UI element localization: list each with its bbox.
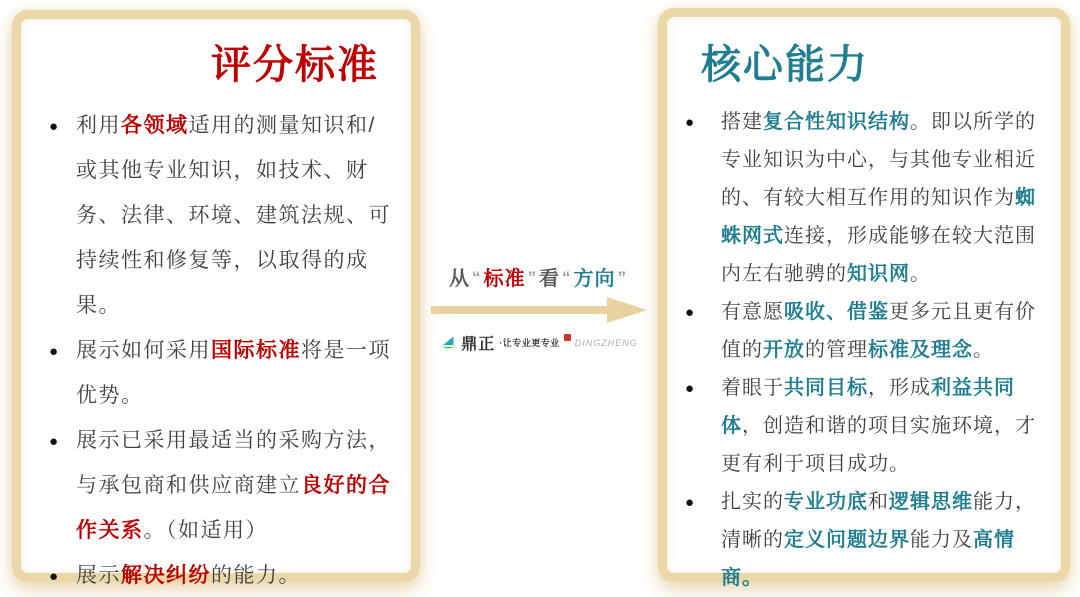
highlight-text: 定义问题边界 xyxy=(784,529,910,551)
seal-icon xyxy=(564,334,571,341)
text-segment: 搭建 xyxy=(721,111,763,133)
highlight-text: 逻辑思维 xyxy=(889,491,973,513)
text-segment: 和 xyxy=(868,491,889,513)
text-segment: 的能力。 xyxy=(211,564,301,587)
text-segment: 适用的测量知识和/或其他专业知识，如技术、财务、法律、环境、建筑法规、可持续性和修复等，以取得的成果。 xyxy=(76,114,391,317)
core-competency-title: 核心能力 xyxy=(701,43,869,87)
text-segment: 方向 xyxy=(573,268,616,290)
highlight-text: 开放 xyxy=(763,339,805,361)
text-segment: ” xyxy=(527,268,537,287)
highlight-text: 吸收、借鉴 xyxy=(784,301,889,323)
bullet-item xyxy=(49,328,391,418)
core-competency-panel xyxy=(658,8,1070,589)
brand-slogan: ·让专业更专业 xyxy=(499,338,560,348)
text-segment: 利用 xyxy=(76,114,121,137)
text-segment: 着眼于 xyxy=(721,377,784,399)
text-segment: 更多元且更有价值的 xyxy=(721,301,1036,361)
connector-column xyxy=(420,262,658,354)
text-segment: 标准 xyxy=(483,268,526,290)
text-segment: 。 xyxy=(910,263,931,285)
arrow-right-icon xyxy=(431,293,647,327)
text-segment: ” xyxy=(617,268,627,287)
highlight-text: 国际标准 xyxy=(211,339,301,362)
text-segment: “ xyxy=(562,268,572,287)
text-segment: 能力，清晰的 xyxy=(721,491,1036,551)
text-segment: 展示 xyxy=(76,564,121,587)
bullet-item xyxy=(683,103,1045,293)
text-segment: 从 xyxy=(449,268,470,290)
bullet-item xyxy=(49,103,391,328)
bullet-item xyxy=(683,483,1045,597)
text-segment: 展示已采用最适当的采购方法，与承包商和供应商建立 xyxy=(76,429,391,497)
text-segment: 扎实的 xyxy=(721,491,784,513)
text-segment: ，形成 xyxy=(868,377,931,399)
text-segment: 看 xyxy=(539,268,560,290)
text-segment: 将是一项优势。 xyxy=(76,339,391,407)
text-segment: 展示如何采用 xyxy=(76,339,211,362)
brand-wordmark: DINGZHENG xyxy=(574,337,638,348)
highlight-text: 专业功底 xyxy=(784,491,868,513)
core-competency-list xyxy=(667,97,1061,597)
text-segment: 。（如适用） xyxy=(143,519,268,542)
highlight-text: 解决纠纷 xyxy=(121,564,211,587)
highlight-text: 标准及理念 xyxy=(868,339,973,361)
brand-name: 鼎正 xyxy=(461,336,496,353)
highlight-text: 利益共同体 xyxy=(721,377,1015,437)
highlight-text: 良好的合作关系 xyxy=(76,474,391,542)
bullet-item xyxy=(683,369,1045,483)
connector-heading xyxy=(420,262,658,291)
highlight-text: 高情商。 xyxy=(721,529,1015,589)
bullet-item xyxy=(683,293,1045,369)
text-segment: 。 xyxy=(973,339,994,361)
text-segment: 有意愿 xyxy=(721,301,784,323)
text-segment: 。即以所学的专业知识为中心，与其他专业相近的、有较大相互作用的知识作为 xyxy=(721,111,1036,209)
scoring-criteria-panel xyxy=(12,10,420,587)
scoring-criteria-list xyxy=(21,95,411,597)
highlight-text: 各领域 xyxy=(121,114,189,137)
text-segment: 能力及 xyxy=(910,529,973,551)
highlight-text: 蜘蛛网式 xyxy=(721,187,1036,247)
text-segment: “ xyxy=(472,268,482,287)
scoring-criteria-title: 评分标准 xyxy=(211,43,379,87)
text-segment: 的管理 xyxy=(805,339,868,361)
text-segment: 连接，形成能够在较大范围内左右驰骋的 xyxy=(721,225,1036,285)
highlight-text: 共同目标 xyxy=(784,377,868,399)
sail-logo-icon xyxy=(440,334,457,351)
highlight-text: 知识网 xyxy=(847,263,910,285)
text-segment: ，创造和谐的项目实施环境，才更有利于项目成功。 xyxy=(721,415,1036,475)
bullet-item xyxy=(49,553,391,597)
highlight-text: 复合性知识结构 xyxy=(763,111,910,133)
brand-logo xyxy=(420,331,658,354)
bullet-item xyxy=(49,418,391,553)
